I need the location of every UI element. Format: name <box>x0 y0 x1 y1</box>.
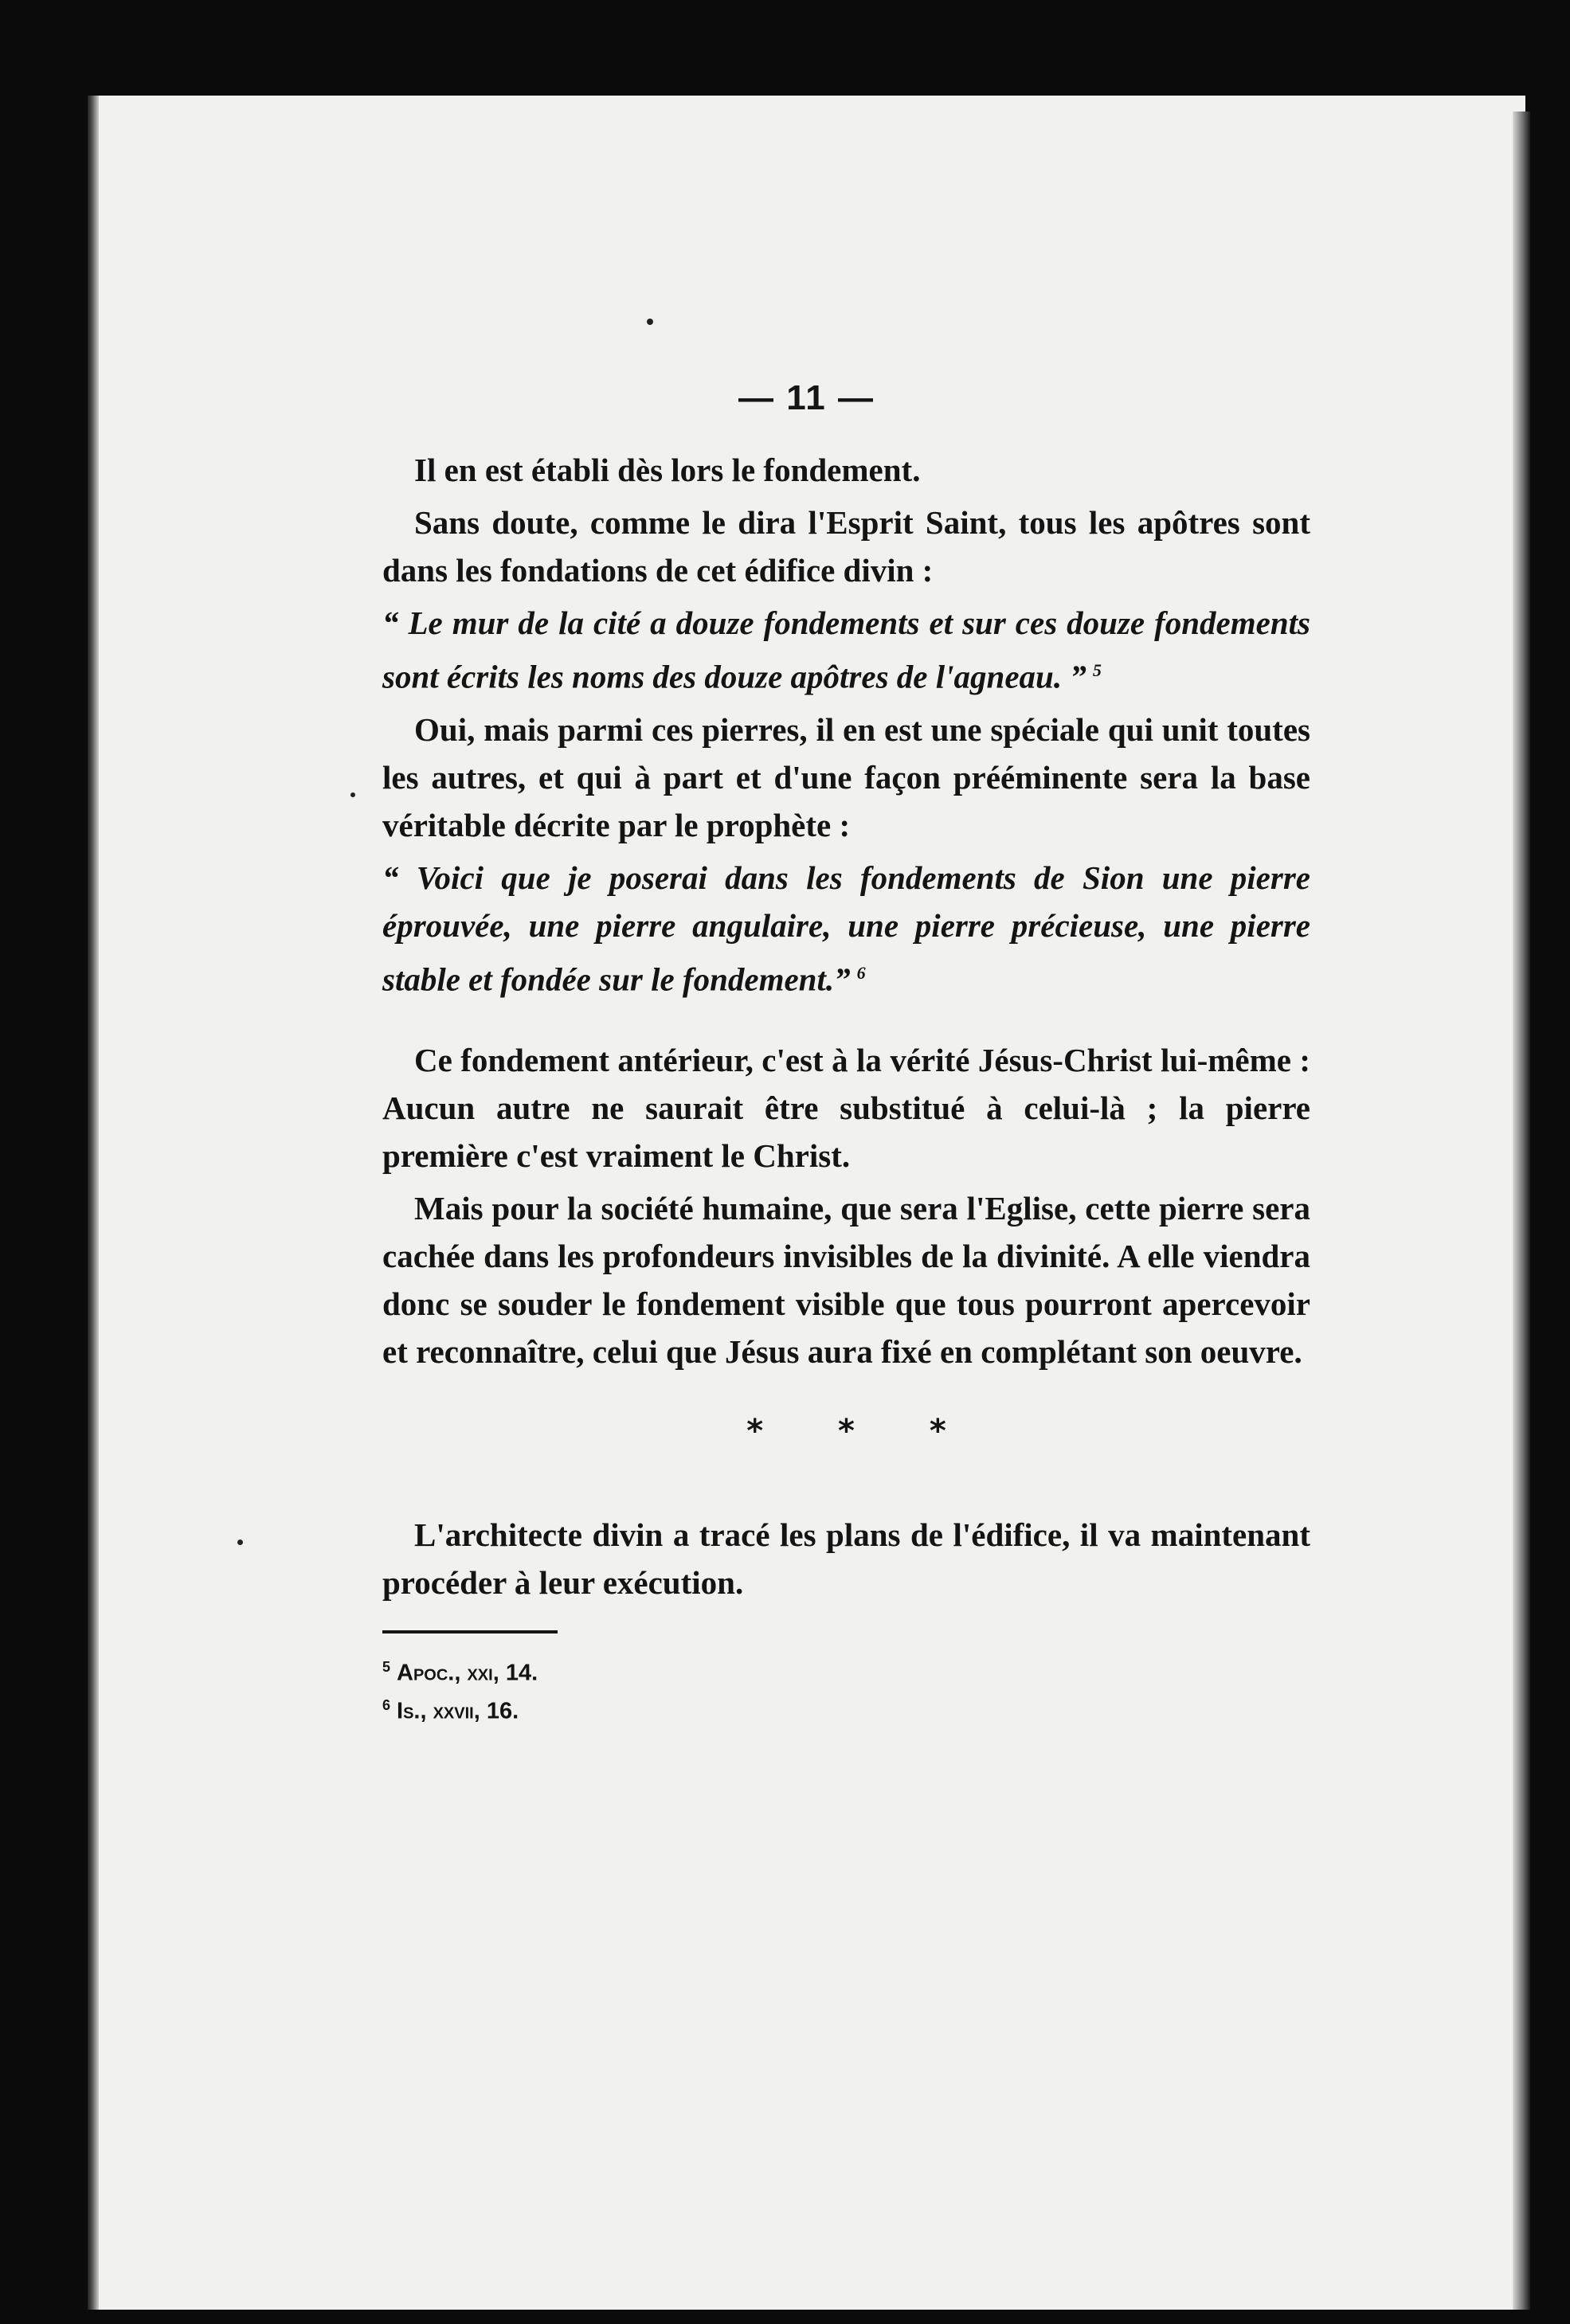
section-ornament: * * * <box>746 1413 978 1450</box>
paragraph-1: Il en est établi dès lors le fondement. <box>414 452 921 488</box>
quotation-2 <box>382 854 1310 1004</box>
speck <box>647 319 653 325</box>
footnote-ref-5: 5 <box>1092 660 1102 680</box>
footnote-6-text: Is., xxvii, 16. <box>397 1698 519 1724</box>
quotation-1-text: “ Le mur de la cité a douze fondements et sur ces douze fondements sont écrits les noms des douze apôtres de l'agneau. ” <box>382 604 1310 695</box>
footnote-5-mark: 5 <box>382 1659 391 1676</box>
quotation-1 <box>382 599 1310 701</box>
speck <box>237 1540 243 1545</box>
quotation-2-text: “ Voici que je poserai dans les fondements de Sion une pierre éprouvée, une pierre angulaire, une pierre précieuse, une pierre stable et fondée sur le fondement.” <box>382 859 1310 998</box>
paragraph-3: Oui, mais parmi ces pierres, il en est une spéciale qui unit toutes les autres, et qui à part et d'une façon prééminente sera la base véritable décrite par le prophète : <box>382 710 1310 843</box>
footnote-5-text: Apoc., xxi, 14. <box>397 1660 538 1686</box>
footnote-6-mark: 6 <box>382 1696 391 1713</box>
paragraph-gap <box>382 1007 1310 1036</box>
body-text <box>382 446 1310 1727</box>
page-left-edge <box>88 96 99 2310</box>
closing-paragraph: L'architecte divin a tracé les plans de l'édifice, il va maintenant procéder à leur exécution. <box>382 1516 1310 1602</box>
page-number: — 11 — <box>738 378 875 417</box>
footnote-ref-6: 6 <box>856 962 866 983</box>
footnote-5 <box>382 1651 1310 1689</box>
speck <box>350 792 355 797</box>
footnote-6 <box>382 1689 1310 1727</box>
paragraph-4: Ce fondement antérieur, c'est à la vérité Jésus-Christ lui-même : Aucun autre ne saurait être substitué à celui-là ; la pierre première c'est vraiment le Christ. <box>382 1042 1310 1175</box>
paragraph-5: Mais pour la société humaine, que sera l'Eglise, cette pierre sera cachée dans les profondeurs invisibles de la divinité. A elle viendra donc se souder le fondement visible que tous pourront apercevoir et reconnaître, celui que Jésus aura fixé en complétant son oeuvre. <box>382 1190 1310 1371</box>
paragraph-2: Sans doute, comme le dira l'Esprit Saint, tous les apôtres sont dans les fondations de cet édifice divin : <box>382 504 1310 589</box>
footnote-rule <box>382 1630 558 1633</box>
page-right-edge <box>1513 112 1530 2310</box>
document-page <box>88 96 1525 2310</box>
